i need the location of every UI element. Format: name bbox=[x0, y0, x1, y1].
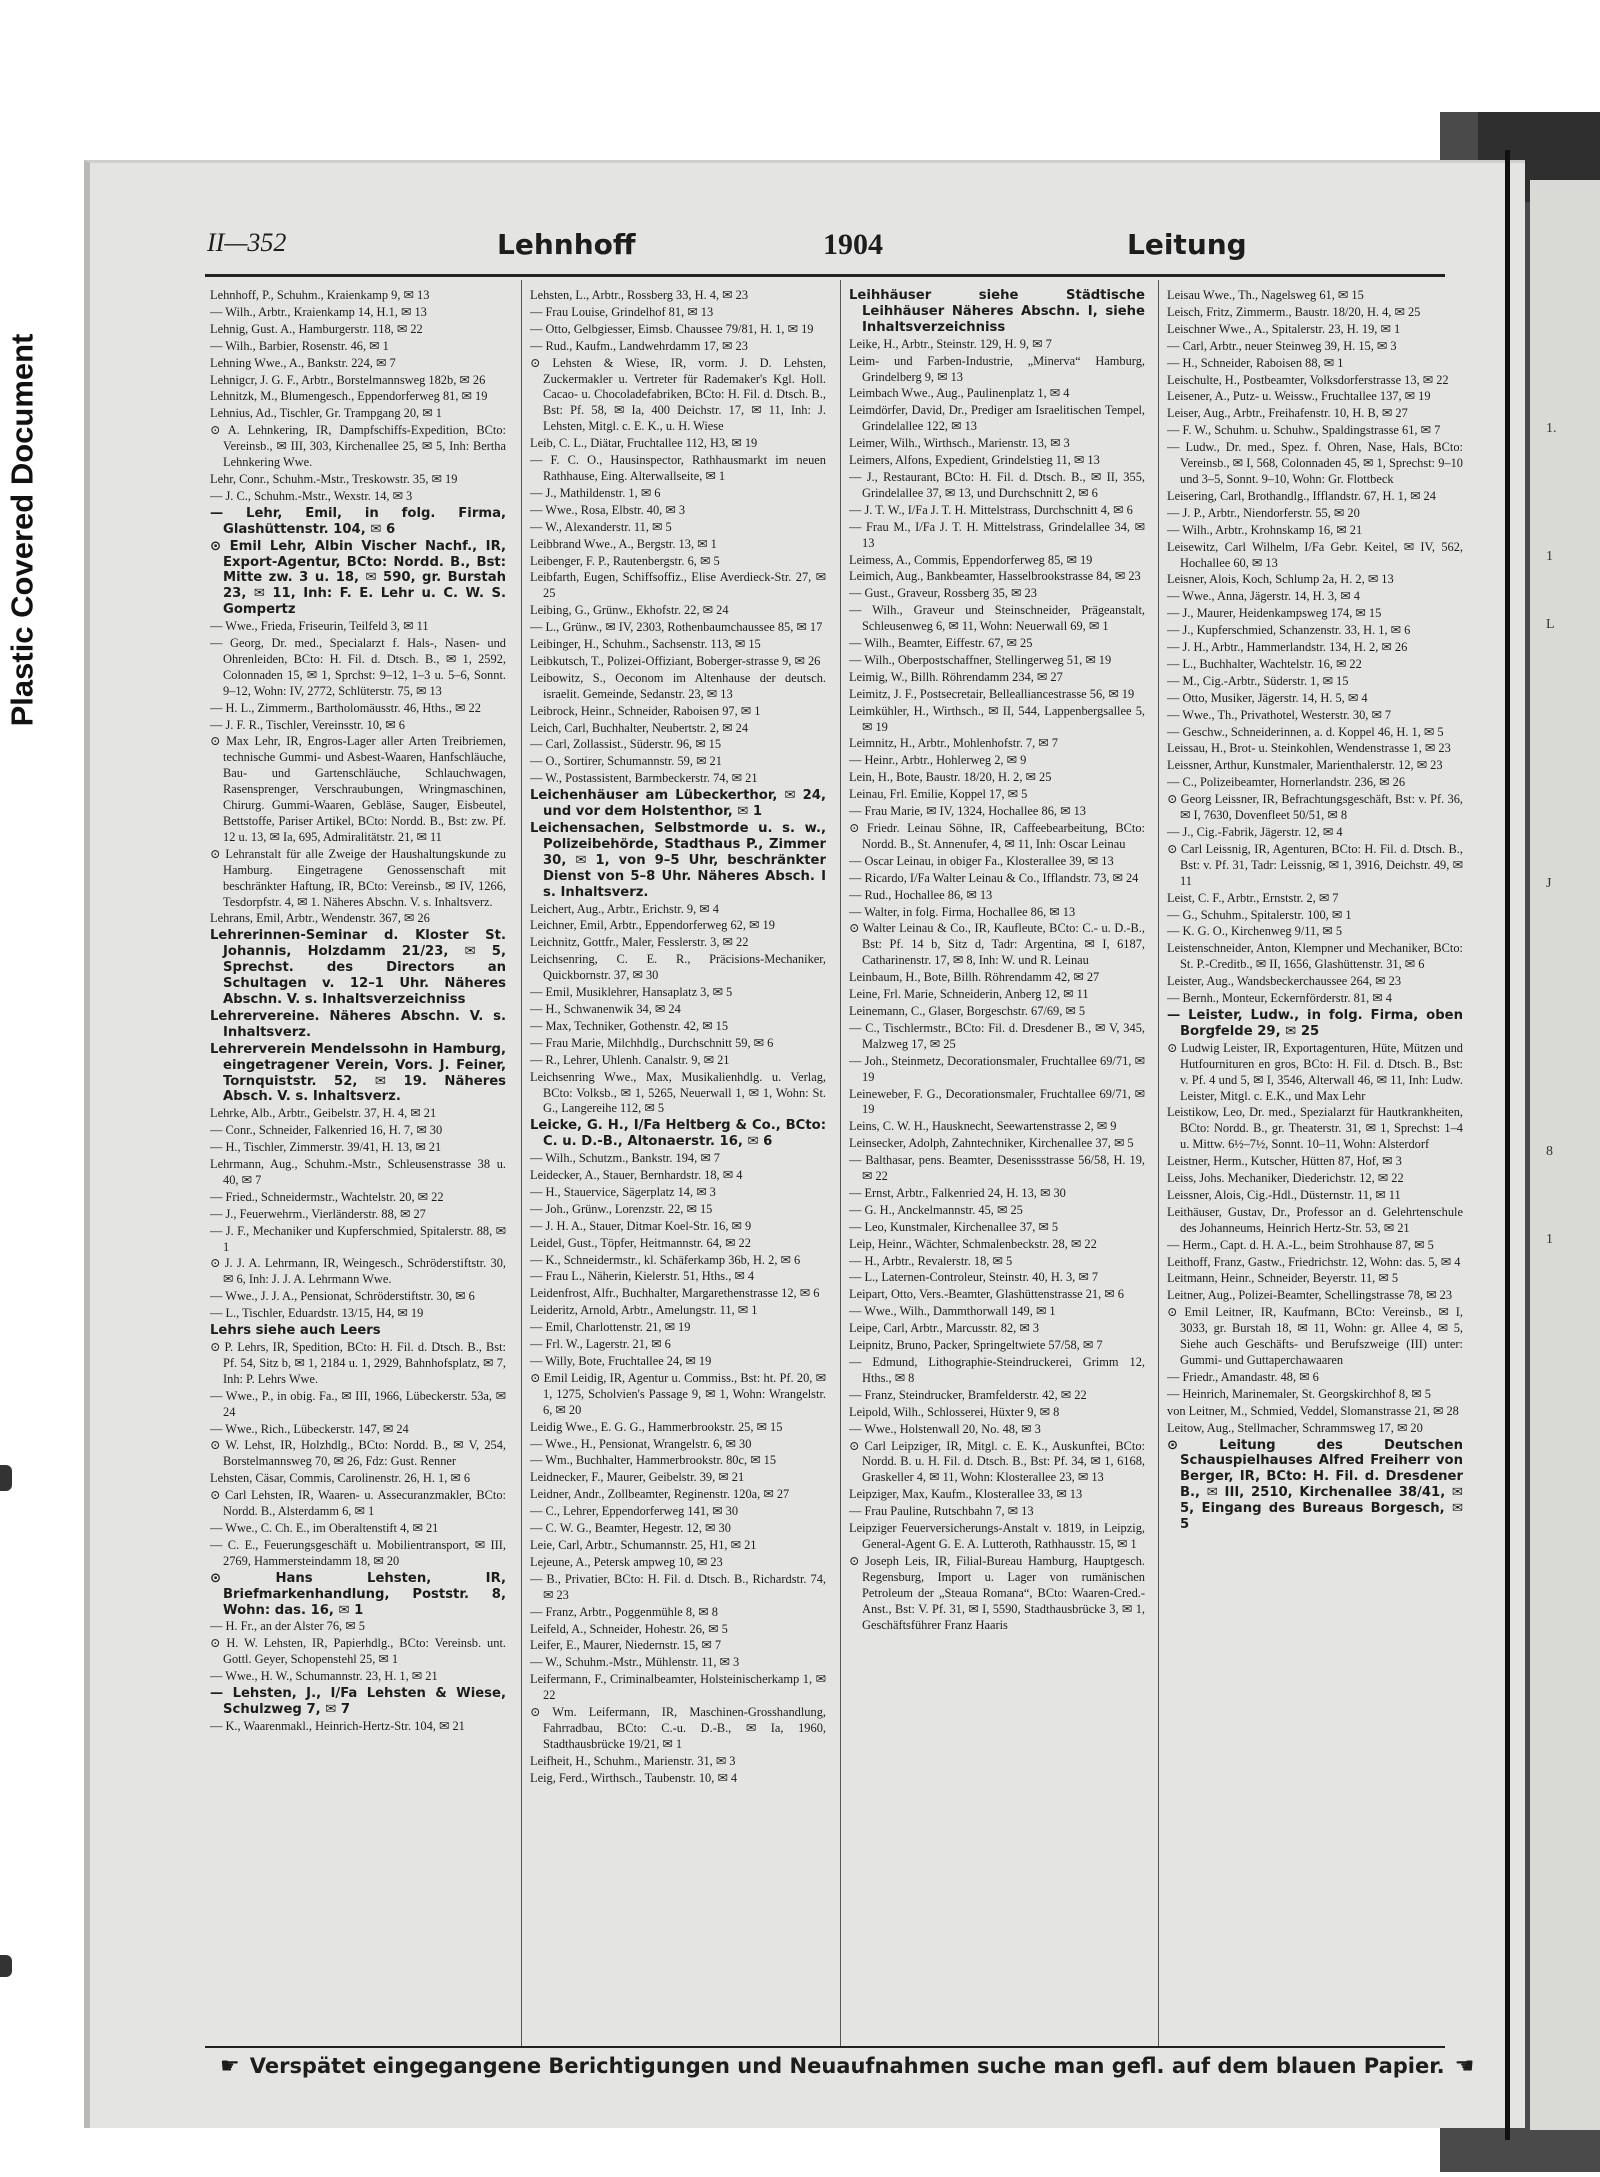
directory-entry: — H. L., Zimmerm., Bartholomäusstr. 46, Hths., ✉ 22 bbox=[210, 700, 481, 715]
directory-entry: — J. H., Arbtr., Hammerlandstr. 134, H. 2, ✉ 26 bbox=[1167, 640, 1408, 655]
directory-entry: — C., Polizeibeamter, Hornerlandstr. 236, ✉ 26 bbox=[1167, 775, 1406, 790]
directory-entry: Leibrock, Heinr., Schneider, Raboisen 97, ✉ 1 bbox=[530, 703, 761, 718]
header-right-word: Leitung bbox=[1127, 228, 1247, 261]
directory-entry: Leicke, G. H., I/Fa Heltberg & Co., BCto: C. u. D.-B., Altonaerstr. 16, ✉ 6 bbox=[530, 1118, 826, 1150]
directory-entry: Leisau Wwe., Th., Nagelsweg 61, ✉ 15 bbox=[1167, 288, 1364, 302]
directory-entry: — Carl, Zollassist., Süderstr. 96, ✉ 15 bbox=[530, 737, 722, 752]
directory-entry: Leidel, Gust., Töpfer, Heitmannstr. 64, ✉ 22 bbox=[530, 1235, 751, 1250]
document-type-text: Plastic Covered Document bbox=[4, 333, 40, 727]
directory-entry: — Wwe., Rich., Lübeckerstr. 147, ✉ 24 bbox=[210, 1421, 409, 1436]
directory-entry: — Frau Marie, Milchhdlg., Durchschnitt 59, ✉ 6 bbox=[530, 1035, 774, 1050]
directory-entry: — Wilh., Schutzm., Bankstr. 194, ✉ 7 bbox=[530, 1151, 721, 1166]
directory-entry: Leipold, Wilh., Schlosserei, Hüxter 9, ✉ 8 bbox=[849, 1404, 1060, 1419]
directory-entry: ⊙ Carl Leissnig, IR, Agenturen, BCto: H. Fil. d. Dtsch. B., Bst: v. Pf. 31, Tadr: Leissnig, ✉ 1, 3916, Deichstr. 49, ✉ 11 bbox=[1167, 841, 1463, 888]
column-divider bbox=[840, 280, 841, 2046]
directory-entry: ⊙ Walter Leinau & Co., IR, Kaufleute, BCto: C.- u. D.-B., Bst: Pf. 14 b, Sitz d, Tadr: Argentina, ✉ I, 6187, Catharinenstr. 17, ✉ 8, Inh: W. und R. Leinau bbox=[849, 921, 1145, 968]
footer-rule bbox=[205, 2046, 1445, 2048]
header-rule bbox=[205, 274, 1445, 277]
directory-entry: — Wwe., Frieda, Friseurin, Teilfeld 3, ✉ 11 bbox=[210, 619, 429, 634]
directory-entry: Leimdörfer, David, Dr., Prediger am Israelitischen Tempel, Grindelallee 122, ✉ 13 bbox=[849, 403, 1145, 434]
directory-entry: Lehsten, Cäsar, Commis, Carolinenstr. 26, H. 1, ✉ 6 bbox=[210, 1471, 471, 1486]
directory-entry: Lehning Wwe., A., Bankstr. 224, ✉ 7 bbox=[210, 355, 396, 370]
directory-entry: Leissau, H., Brot- u. Steinkohlen, Wendenstrasse 1, ✉ 23 bbox=[1167, 741, 1451, 756]
directory-entry: Leinbaum, H., Bote, Billh. Röhrendamm 42, ✉ 27 bbox=[849, 970, 1100, 985]
directory-entry: ⊙ J. J. A. Lehrmann, IR, Weingesch., Schröderstiftstr. 30, ✉ 6, Inh: J. J. A. Lehrmann Wwe. bbox=[210, 1256, 506, 1287]
directory-entry: Leitmann, Heinr., Schneider, Beyerstr. 11, ✉ 5 bbox=[1167, 1271, 1399, 1286]
directory-entry: Leimich, Aug., Bankbeamter, Hasselbrookstrasse 84, ✉ 23 bbox=[849, 569, 1141, 584]
directory-entry: — W., Postassistent, Barmbeckerstr. 74, ✉ 21 bbox=[530, 771, 758, 786]
directory-entry: Leibowitz, S., Oeconom im Altenhause der deutsch. israelit. Gemeinde, Sedanstr. 23, ✉ 13 bbox=[530, 670, 826, 701]
directory-entry: ⊙ Wm. Leifermann, IR, Maschinen-Grosshandlung, Fahrradbau, BCto: C.-u. D.-B., ✉ Ia, 1960, Stadthausbrücke 19/21, ✉ 1 bbox=[530, 1705, 826, 1751]
directory-entry: — Frl. W., Lagerstr. 21, ✉ 6 bbox=[530, 1337, 671, 1352]
directory-entry: Lehr, Conr., Schuhm.-Mstr., Treskowstr. 35, ✉ 19 bbox=[210, 471, 458, 486]
directory-entry: Lehnig, Gust. A., Hamburgerstr. 118, ✉ 22 bbox=[210, 321, 423, 336]
binding-mark bbox=[0, 1955, 12, 1977]
directory-entry: ⊙ Emil Leitner, IR, Kaufmann, BCto: Vereinsb., ✉ I, 3033, gr. Burstah 18, ✉ 11, Wohn: gr. Allee 4, ✉ 5, Siehe auch Geschäfts- und Berufszweige (III) unter: Gummi- und Guttaperchawaaren bbox=[1167, 1305, 1463, 1367]
directory-entry: — Leister, Ludw., in folg. Firma, oben Borgfelde 29, ✉ 25 bbox=[1167, 1007, 1463, 1039]
directory-entry: — J. F. R., Tischler, Vereinsstr. 10, ✉ 6 bbox=[210, 717, 405, 732]
directory-entry: — Ludw., Dr. med., Spez. f. Ohren, Nase, Hals, BCto: Vereinsb., ✉ I, 568, Colonnaden 45, ✉ 1, Sprechst: 9–10 und 3–5, Sonnt. 9–10, Wohn: Gr. Flottbeck bbox=[1167, 440, 1463, 486]
directory-entry: — Ernst, Arbtr., Falkenried 24, H. 13, ✉ 30 bbox=[849, 1185, 1066, 1200]
directory-entry: Leidnecker, F., Maurer, Geibelstr. 39, ✉ 21 bbox=[530, 1470, 745, 1485]
pointing-hand-icon: ☛ bbox=[220, 2054, 240, 2079]
directory-entry: Leinemann, C., Glaser, Borgeschstr. 67/69, ✉ 5 bbox=[849, 1003, 1086, 1018]
directory-entry: — K., Waarenmakl., Heinrich-Hertz-Str. 104, ✉ 21 bbox=[210, 1718, 465, 1733]
directory-entry: Lejeune, A., Petersk ampweg 10, ✉ 23 bbox=[530, 1554, 723, 1569]
footer-note: Verspätet eingegangene Berichtigungen und Neuaufnahmen suche man gefl. auf dem blauen Papier. bbox=[249, 2054, 1445, 2078]
directory-entry: — Heinrich, Marinemaler, St. Georgskirchhof 8, ✉ 5 bbox=[1167, 1386, 1431, 1401]
directory-entry: Leimess, A., Commis, Eppendorferweg 85, ✉ 19 bbox=[849, 552, 1093, 567]
directory-entry: Lehrervereine. Näheres Abschn. V. s. Inhaltsverz. bbox=[210, 1008, 506, 1040]
next-page-fragment: 1 bbox=[1546, 549, 1553, 565]
directory-entry: — M., Cig.-Arbtr., Süderstr. 1, ✉ 15 bbox=[1167, 673, 1349, 688]
directory-entry: — Friedr., Amandastr. 48, ✉ 6 bbox=[1167, 1369, 1319, 1384]
directory-entry: ⊙ Hans Lehsten, IR, Briefmarkenhandlung, Poststr. 8, Wohn: das. 16, ✉ 1 bbox=[210, 1570, 506, 1618]
directory-entry: Lehnhoff, P., Schuhm., Kraienkamp 9, ✉ 13 bbox=[210, 288, 430, 302]
directory-entry: — Lehsten, J., I/Fa Lehsten & Wiese, Schulzweg 7, ✉ 7 bbox=[210, 1686, 506, 1717]
directory-entry: — Wwe., Th., Privathotel, Westerstr. 30, ✉ 7 bbox=[1167, 707, 1392, 722]
directory-entry: — J. C., Schuhm.-Mstr., Wexstr. 14, ✉ 3 bbox=[210, 488, 413, 503]
directory-entry: Leike, H., Arbtr., Steinstr. 129, H. 9, ✉ 7 bbox=[849, 336, 1052, 351]
directory-entry: ⊙ Georg Leissner, IR, Befrachtungsgeschäft, Bst: v. Pf. 36, ✉ I, 7630, Dovenfleet 50/51, ✉ 8 bbox=[1167, 792, 1463, 823]
directory-entry: — Leo, Kunstmaler, Kirchenallee 37, ✉ 5 bbox=[849, 1219, 1059, 1234]
directory-entry: ⊙ Emil Lehr, Albin Vischer Nachf., IR, Export-Agentur, BCto: Nordd. B., Bst: Mitte zw. 3 u. 18, ✉ 590, gr. Burstah 23, ✉ 11, Inh: F. E. Lehr u. C. W. S. Gompertz bbox=[210, 538, 506, 618]
directory-entry: — L., Buchhalter, Wachtelstr. 16, ✉ 22 bbox=[1167, 656, 1362, 671]
directory-entry: — L., Grünw., ✉ IV, 2303, Rothenbaumchaussee 85, ✉ 17 bbox=[530, 620, 823, 635]
directory-entry: ⊙ Carl Lehsten, IR, Waaren- u. Assecuranzmakler, BCto: Nordd. B., Alsterdamm 6, ✉ 1 bbox=[210, 1488, 506, 1519]
directory-entry: Leitner, Aug., Polizei-Beamter, Schellingstrasse 78, ✉ 23 bbox=[1167, 1288, 1453, 1303]
directory-entry: — H., Stauervice, Sägerplatz 14, ✉ 3 bbox=[530, 1184, 716, 1199]
column-divider bbox=[521, 280, 522, 2046]
directory-entry: — Wilh., Graveur und Steinschneider, Prägeanstalt, Schleusenweg 6, ✉ 11, Wohn: Neuerwall 69, ✉ 1 bbox=[849, 603, 1145, 634]
directory-entry: — Wm., Buchhalter, Hammerbrookstr. 80c, ✉ 15 bbox=[530, 1453, 777, 1468]
directory-entry: Leibfarth, Eugen, Schiffsoffiz., Elise Averdieck-Str. 27, ✉ 25 bbox=[530, 570, 826, 601]
directory-entry: Leibenger, F. P., Rautenbergstr. 6, ✉ 5 bbox=[530, 553, 720, 568]
directory-entry: — Emil, Charlottenstr. 21, ✉ 19 bbox=[530, 1320, 691, 1335]
directory-entry: Leibing, G., Grünw., Ekhofstr. 22, ✉ 24 bbox=[530, 603, 729, 618]
directory-entry: — Frau M., I/Fa J. T. H. Mittelstrass, Grindelallee 34, ✉ 13 bbox=[849, 519, 1145, 550]
directory-entry: Leins, C. W. H., Hausknecht, Seewartenstrasse 2, ✉ 9 bbox=[849, 1119, 1117, 1134]
directory-entry: Lehrans, Emil, Arbtr., Wendenstr. 367, ✉ 26 bbox=[210, 911, 430, 926]
directory-entry: Leine, Frl. Marie, Schneiderin, Anberg 12, ✉ 11 bbox=[849, 987, 1089, 1002]
directory-entry: Leipziger Feuerversicherungs-Anstalt v. 1819, in Leipzig, General-Agent G. E. A. Lutteroth, Rathhausstr. 15, ✉ 1 bbox=[849, 1521, 1145, 1551]
directory-entry: von Leitner, M., Schmied, Veddel, Slomanstrasse 21, ✉ 28 bbox=[1167, 1403, 1459, 1418]
directory-entry: Lehrke, Alb., Arbtr., Geibelstr. 37, H. 4, ✉ 21 bbox=[210, 1106, 437, 1121]
directory-entry: Leichensachen, Selbstmorde u. s. w., Polizeibehörde, Stadthaus P., Zimmer 30, ✉ 1, von 9–5 Uhr, beschränkter Dienst von 5–8 Uhr. Näheres Absch. I s. Inhaltsverz. bbox=[530, 821, 826, 900]
directory-entry: Lehrs siehe auch Leers bbox=[210, 1323, 381, 1339]
directory-entry: Leisener, A., Putz- u. Weissw., Fruchtallee 137, ✉ 19 bbox=[1167, 389, 1431, 404]
directory-entry: ⊙ Lehranstalt für alle Zweige der Haushaltungskunde zu Hamburg. Eingetragene Genossenschaft mit beschränkter Haftung, IR, BCto: Vereinsb., ✉ IV, 1266, Tesdorpfstr. 4, ✉ 1. Näheres Abschn. V. s. Inhaltsverz. bbox=[210, 846, 506, 909]
directory-entry: Leimkühler, H., Wirthsch., ✉ II, 544, Lappenbergsallee 5, ✉ 19 bbox=[849, 703, 1145, 734]
directory-entry: Leisner, Alois, Koch, Schlump 2a, H. 2, ✉ 13 bbox=[1167, 572, 1394, 587]
directory-entry: ⊙ W. Lehst, IR, Holzhdlg., BCto: Nordd. B., ✉ V, 254, Borstelmannsweg 70, ✉ 26, Fdz: Gust. Renner bbox=[210, 1438, 506, 1469]
directory-entry: — Georg, Dr. med., Specialarzt f. Hals-, Nasen- und Ohrenleiden, BCto: H. Fil. d. Dtsch. B., ✉ 1, 2592, Colonnaden 15, ✉ 1, Sprchst: 9–12, 1–3 u. 5–6, Sonnt. 9–12, Wohn: IV, 2772, Schlüterstr. 75, ✉ 13 bbox=[210, 636, 506, 698]
directory-entry: ⊙ Leitung des Deutschen Schauspielhauses Alfred Freiherr von Berger, IR, BCto: H. Fil. d. Dresdener B., ✉ III, 2510, Kirchenallee 38/41, ✉ 5, Eingang des Bureaus Borgesch, ✉ 5 bbox=[1167, 1437, 1463, 1533]
directory-entry: Lehnitzk, M., Blumengesch., Eppendorferweg 81, ✉ 19 bbox=[210, 389, 488, 404]
pointing-hand-icon: ☚ bbox=[1454, 2054, 1475, 2079]
directory-entry: — Conr., Schneider, Falkenried 16, H. 7, ✉ 30 bbox=[210, 1123, 443, 1138]
directory-entry: — Rud., Hochallee 86, ✉ 13 bbox=[849, 887, 993, 902]
directory-entry: Lein, H., Bote, Baustr. 18/20, H. 2, ✉ 25 bbox=[849, 770, 1052, 785]
directory-entry: — Gust., Graveur, Rossberg 35, ✉ 23 bbox=[849, 586, 1037, 601]
directory-entry: — H., Arbtr., Revalerstr. 18, ✉ 5 bbox=[849, 1253, 1013, 1268]
directory-entry: Leidner, Andr., Zollbeamter, Reginenstr. 120a, ✉ 27 bbox=[530, 1487, 790, 1502]
directory-entry: — Otto, Gelbgiesser, Eimsb. Chaussee 79/81, H. 1, ✉ 19 bbox=[530, 321, 814, 336]
next-page-edge bbox=[1530, 180, 1600, 2130]
directory-entry: — R., Lehrer, Uhlenh. Canalstr. 9, ✉ 21 bbox=[530, 1052, 730, 1067]
header-year: 1904 bbox=[823, 228, 883, 261]
directory-entry: Leimnitz, H., Arbtr., Mohlenhofstr. 7, ✉ 7 bbox=[849, 736, 1058, 751]
directory-entry: — H. Fr., an der Alster 76, ✉ 5 bbox=[210, 1619, 365, 1634]
directory-entry: Leichnitz, Gottfr., Maler, Fesslerstr. 3, ✉ 22 bbox=[530, 935, 749, 950]
directory-entry: — Oscar Leinau, in obiger Fa., Klosterallee 39, ✉ 13 bbox=[849, 853, 1114, 868]
directory-entry: Leisch, Fritz, Zimmerm., Baustr. 18/20, H. 4, ✉ 25 bbox=[1167, 304, 1421, 319]
directory-entry: Leideritz, Arnold, Arbtr., Amelungstr. 11, ✉ 1 bbox=[530, 1303, 758, 1318]
directory-entry: — Wwe., J. J. A., Pensionat, Schröderstiftstr. 30, ✉ 6 bbox=[210, 1289, 475, 1304]
directory-entry: Leidecker, A., Stauer, Bernhardstr. 18, ✉ 4 bbox=[530, 1168, 743, 1183]
directory-entry: — Willy, Bote, Fruchtallee 24, ✉ 19 bbox=[530, 1354, 712, 1368]
directory-entry: — Balthasar, pens. Beamter, Desenissstrasse 56/58, H. 19, ✉ 22 bbox=[849, 1153, 1145, 1184]
directory-column-2 bbox=[530, 288, 826, 2038]
directory-entry: — L., Tischler, Eduardstr. 13/15, H4, ✉ 19 bbox=[210, 1306, 424, 1321]
directory-entry: Leichsenring Wwe., Max, Musikalienhdlg. u. Verlag, BCto: Volksb., ✉ 1, 5265, Neuerwall 1, ✉ 1, Wohn: St. G., Langereihe 112, ✉ 5 bbox=[530, 1069, 826, 1116]
directory-entry: — C. W. G., Beamter, Hegestr. 12, ✉ 30 bbox=[530, 1521, 731, 1536]
directory-entry: Leifheit, H., Schuhm., Marienstr. 31, ✉ 3 bbox=[530, 1753, 736, 1768]
directory-entry: — Carl, Arbtr., neuer Steinweg 39, H. 15, ✉ 3 bbox=[1167, 338, 1397, 353]
directory-entry: — Bernh., Monteur, Eckernförderstr. 81, ✉ 4 bbox=[1167, 991, 1392, 1006]
directory-entry: — H., Schneider, Raboisen 88, ✉ 1 bbox=[1167, 355, 1344, 370]
directory-entry: — F. W., Schuhm. u. Schuhw., Spaldingstrasse 61, ✉ 7 bbox=[1167, 423, 1441, 438]
directory-entry: Leitow, Aug., Stellmacher, Schrammsweg 17, ✉ 20 bbox=[1167, 1420, 1423, 1435]
directory-entry: — G. H., Anckelmannstr. 45, ✉ 25 bbox=[849, 1202, 1023, 1217]
directory-entry: ⊙ Carl Leipziger, IR, Mitgl. c. E. K., Auskunftei, BCto: Nordd. B. u. H. Fil. d. Dtsch. B., Bst: Pf. 34, ✉ 1, 6168, Graskeller 4, ✉ 11, Wohn: Klosterallee 23, ✉ 13 bbox=[849, 1438, 1145, 1485]
directory-entry: — J., Restaurant, BCto: H. Fil. d. Dtsch. B., ✉ II, 355, Grindelallee 37, ✉ 13, und Durchschnitt 2, ✉ 6 bbox=[849, 469, 1145, 500]
directory-entry: — Walter, in folg. Firma, Hochallee 86, ✉ 13 bbox=[849, 904, 1076, 919]
directory-entry: — O., Sortirer, Schumannstr. 59, ✉ 21 bbox=[530, 754, 722, 769]
directory-entry: — Joh., Steinmetz, Decorationsmaler, Fruchtallee 69/71, ✉ 19 bbox=[849, 1053, 1145, 1084]
directory-entry: — W., Alexanderstr. 11, ✉ 5 bbox=[530, 519, 672, 534]
directory-entry: Leib, C. L., Diätar, Fruchtallee 112, H3, ✉ 19 bbox=[530, 436, 758, 451]
next-page-fragment: 1 bbox=[1546, 1231, 1553, 1247]
directory-entry: Leibbrand Wwe., A., Bergstr. 13, ✉ 1 bbox=[530, 536, 717, 551]
directory-entry: Leifeld, A., Schneider, Hohestr. 26, ✉ 5 bbox=[530, 1621, 728, 1636]
directory-entry: — B., Privatier, BCto: H. Fil. d. Dtsch. B., Richardstr. 74, ✉ 23 bbox=[530, 1571, 826, 1602]
directory-entry: Leistikow, Leo, Dr. med., Spezialarzt für Hautkrankheiten, BCto: Nordd. B., gr. Theaterstr. 31, ✉ 1, Sprechst: 1–4 u. Mittw. 6½–7½, Sonnt. 10–11, Wohn: Alsterdorf bbox=[1167, 1105, 1463, 1152]
directory-entry: — Heinr., Arbtr., Hohlerweg 2, ✉ 9 bbox=[849, 753, 1027, 768]
directory-entry: Leimers, Alfons, Expedient, Grindelstieg 11, ✉ 13 bbox=[849, 453, 1100, 468]
directory-entry: — C. E., Feuerungsgeschäft u. Mobilientransport, ✉ III, 2769, Hammersteindamm 18, ✉ 20 bbox=[210, 1537, 506, 1568]
directory-entry: — J., Kupferschmied, Schanzenstr. 33, H. 1, ✉ 6 bbox=[1167, 623, 1411, 638]
directory-entry: — H., Tischler, Zimmerstr. 39/41, H. 13, ✉ 21 bbox=[210, 1140, 442, 1155]
directory-entry: — Frau Louise, Grindelhof 81, ✉ 13 bbox=[530, 304, 714, 319]
directory-entry: Leisering, Carl, Brothandlg., Ifflandstr. 67, H. 1, ✉ 24 bbox=[1167, 488, 1436, 503]
directory-entry: Leihhäuser siehe Städtische Leihhäuser Näheres Abschn. I, siehe Inhaltsverzeichniss bbox=[849, 288, 1145, 335]
directory-entry: Leifermann, F., Criminalbeamter, Holsteinischerkamp 1, ✉ 22 bbox=[530, 1672, 826, 1703]
directory-entry: Leichert, Aug., Arbtr., Erichstr. 9, ✉ 4 bbox=[530, 901, 719, 916]
directory-entry: — Wwe., P., in obig. Fa., ✉ III, 1966, Lübeckerstr. 53a, ✉ 24 bbox=[210, 1388, 506, 1419]
directory-entry: Leidenfrost, Alfr., Buchhalter, Margarethenstrasse 12, ✉ 6 bbox=[530, 1286, 820, 1301]
directory-entry: — Geschw., Schneiderinnen, a. d. Koppel 46, H. 1, ✉ 5 bbox=[1167, 724, 1444, 739]
directory-entry: — J. P., Arbtr., Niendorferstr. 55, ✉ 20 bbox=[1167, 505, 1360, 520]
binding-mark bbox=[0, 1465, 12, 1491]
directory-entry: Leimig, W., Billh. Röhrendamm 234, ✉ 27 bbox=[849, 669, 1063, 684]
directory-entry: — Max, Techniker, Gothenstr. 42, ✉ 15 bbox=[530, 1018, 729, 1033]
directory-entry: Lehnigcr, J. G. F., Arbtr., Borstelmannsweg 182b, ✉ 26 bbox=[210, 372, 486, 387]
directory-entry: — J. T. W., I/Fa J. T. H. Mittelstrass, Durchschnitt 4, ✉ 6 bbox=[849, 502, 1133, 517]
directory-entry: Leistner, Herm., Kutscher, Hütten 87, Hof, ✉ 3 bbox=[1167, 1154, 1402, 1169]
directory-column-1 bbox=[210, 288, 506, 2038]
page-footer bbox=[210, 2054, 1475, 2090]
directory-entry: Leister, Aug., Wandsbeckerchaussee 264, ✉ 23 bbox=[1167, 974, 1402, 989]
page-header bbox=[207, 228, 1437, 268]
directory-entry: — Wilh., Arbtr., Krohnskamp 16, ✉ 21 bbox=[1167, 522, 1363, 537]
directory-entry: Leistenschneider, Anton, Klempner und Mechaniker, BCto: St. P.-Creditb., ✉ II, 1656, Glashüttenstr. 31, ✉ 6 bbox=[1167, 941, 1463, 972]
directory-entry: — Wwe., Rosa, Elbstr. 40, ✉ 3 bbox=[530, 502, 686, 517]
directory-entry: Leichsenring, C. E. R., Präcisions-Mechaniker, Quickbornstr. 37, ✉ 30 bbox=[530, 952, 826, 983]
directory-entry: Leissner, Arthur, Kunstmaler, Marienthalerstr. 12, ✉ 23 bbox=[1167, 758, 1443, 773]
directory-entry: — J., Cig.-Fabrik, Jägerstr. 12, ✉ 4 bbox=[1167, 825, 1343, 839]
directory-entry: — Otto, Musiker, Jägerstr. 14, H. 5, ✉ 4 bbox=[1167, 690, 1368, 705]
directory-column-3 bbox=[849, 288, 1145, 2038]
directory-column-4 bbox=[1167, 288, 1463, 2038]
directory-entry: — Wilh., Oberpostschaffner, Stellingerweg 51, ✉ 19 bbox=[849, 652, 1112, 667]
directory-entry: ⊙ Joseph Leis, IR, Filial-Bureau Hamburg, Hauptgesch. Regensburg, Import u. Lager von rumänischen Petroleum der „Steaua Romana“, BCto: Waaren-Cred.-Anst., Bst: V. Pf. 31, ✉ I, 5590, Stadthausbrücke 3, ✉ 1, Geschäftsführer Franz Haaris bbox=[849, 1553, 1145, 1632]
directory-entry: Leinsecker, Adolph, Zahntechniker, Kirchenallee 37, ✉ 5 bbox=[849, 1136, 1134, 1151]
directory-entry: ⊙ P. Lehrs, IR, Spedition, BCto: H. Fil. d. Dtsch. B., Bst: Pf. 54, Sitz b, ✉ 1, 2184 u. 1, 2929, Bahnhofsplatz, ✉ 7, Inh: P. Lehrs Wwe. bbox=[210, 1340, 506, 1386]
header-left-word: Lehnhoff bbox=[497, 228, 636, 261]
directory-entry: Leipnitz, Bruno, Packer, Springeltwiete 57/58, ✉ 7 bbox=[849, 1338, 1103, 1353]
directory-entry: Leip, Heinr., Wächter, Schmalenbeckstr. 28, ✉ 22 bbox=[849, 1236, 1097, 1251]
directory-entry: — Franz, Arbtr., Poggenmühle 8, ✉ 8 bbox=[530, 1604, 718, 1619]
directory-entry: — Wwe., Wilh., Dammthorwall 149, ✉ 1 bbox=[849, 1304, 1056, 1319]
directory-entry: Leie, Carl, Arbtr., Schumannstr. 25, H1, ✉ 21 bbox=[530, 1537, 757, 1552]
directory-entry: — Wilh., Arbtr., Kraienkamp 14, H.1, ✉ 13 bbox=[210, 304, 427, 319]
directory-entry: — Emil, Musiklehrer, Hansaplatz 3, ✉ 5 bbox=[530, 985, 733, 1000]
directory-entry: — J., Maurer, Heidenkampsweg 174, ✉ 15 bbox=[1167, 606, 1382, 621]
directory-entry: ⊙ H. W. Lehsten, IR, Papierhdlg., BCto: Vereinsb. unt. Gottl. Geyer, Schopenstehl 25, ✉ 1 bbox=[210, 1636, 506, 1667]
directory-entry: Leiss, Johs. Mechaniker, Diederichstr. 12, ✉ 22 bbox=[1167, 1171, 1404, 1186]
column-divider bbox=[1158, 280, 1159, 2046]
directory-entry: — K., Schneidermstr., kl. Schäferkamp 36b, H. 2, ✉ 6 bbox=[530, 1252, 801, 1267]
directory-entry: Leibinger, H., Schuhm., Sachsenstr. 113, ✉ 15 bbox=[530, 637, 761, 652]
directory-entry: Leipart, Otto, Vers.-Beamter, Glashüttenstrasse 21, ✉ 6 bbox=[849, 1287, 1124, 1302]
document-type-label bbox=[0, 260, 44, 800]
directory-entry: Leim- und Farben-Industrie, „Minerva“ Hamburg, Grindelberg 9, ✉ 13 bbox=[849, 353, 1145, 384]
directory-entry: — K. G. O., Kirchenweg 9/11, ✉ 5 bbox=[1167, 924, 1343, 939]
directory-entry: — G., Schuhm., Spitalerstr. 100, ✉ 1 bbox=[1167, 907, 1352, 922]
directory-entry: — Lehr, Emil, in folg. Firma, Glashüttenstr. 104, ✉ 6 bbox=[210, 505, 506, 537]
directory-entry: Leithäuser, Gustav, Dr., Professor an d. Gelehrtenschule des Johanneums, Heinrich Hertz-Str. 53, ✉ 21 bbox=[1167, 1204, 1463, 1235]
directory-entry: Leich, Carl, Buchhalter, Neubertstr. 2, ✉ 24 bbox=[530, 720, 749, 735]
directory-entry: — Fried., Schneidermstr., Wachtelstr. 20, ✉ 22 bbox=[210, 1189, 444, 1204]
directory-entry: ⊙ Friedr. Leinau Söhne, IR, Caffeebearbeitung, BCto: Nordd. B., St. Annenufer, 4, ✉ 11, Inh: Oscar Leinau bbox=[849, 821, 1145, 851]
directory-entry: — Franz, Steindrucker, Bramfelderstr. 42, ✉ 22 bbox=[849, 1387, 1087, 1402]
directory-entry: — C., Lehrer, Eppendorferweg 141, ✉ 30 bbox=[530, 1504, 739, 1519]
directory-entry: — Wwe., Anna, Jägerstr. 14, H. 3, ✉ 4 bbox=[1167, 589, 1360, 604]
directory-entry: — Edmund, Lithographie-Steindruckerei, Grimm 12, Hths., ✉ 8 bbox=[849, 1355, 1145, 1385]
directory-entry: Leimbach Wwe., Aug., Paulinenplatz 1, ✉ 4 bbox=[849, 386, 1070, 401]
directory-entry: — Frau Marie, ✉ IV, 1324, Hochallee 86, ✉ 13 bbox=[849, 804, 1086, 819]
directory-entry: Leithoff, Franz, Gastw., Friedrichstr. 12, Wohn: das. 5, ✉ 4 bbox=[1167, 1254, 1461, 1269]
directory-entry: Leissner, Alois, Cig.-Hdl., Düsternstr. 11, ✉ 11 bbox=[1167, 1187, 1401, 1202]
directory-entry: Lehnius, Ad., Tischler, Gr. Trampgang 20, ✉ 1 bbox=[210, 406, 442, 421]
page-spine bbox=[1505, 150, 1510, 2140]
directory-entry: ⊙ A. Lehnkering, IR, Dampfschiffs-Expedition, BCto: Vereinsb., ✉ III, 303, Kirchenallee 25, ✉ 5, Inh: Bertha Lehnkering Wwe. bbox=[210, 423, 506, 470]
directory-entry: Leineweber, F. G., Decorationsmaler, Fruchtallee 69/71, ✉ 19 bbox=[849, 1086, 1145, 1117]
directory-entry: — Herm., Capt. d. H. A.-L., beim Strohhause 87, ✉ 5 bbox=[1167, 1237, 1434, 1252]
directory-entry: Leichner, Emil, Arbtr., Eppendorferweg 62, ✉ 19 bbox=[530, 918, 775, 933]
directory-entry: Leig, Ferd., Wirthsch., Taubenstr. 10, ✉ 4 bbox=[530, 1770, 738, 1785]
directory-entry: ⊙ Emil Leidig, IR, Agentur u. Commiss., Bst: ht. Pf. 20, ✉ 1, 1275, Scholvien's Passage 9, ✉ 1, Wohn: Wrangelstr. 6, ✉ 20 bbox=[530, 1370, 826, 1417]
directory-entry: Lehrerverein Mendelssohn in Hamburg, eingetragener Verein, Vors. J. Feiner, Tornquiststr. 52, ✉ 19. Näheres Absch. V. s. Inhaltsverz. bbox=[210, 1041, 506, 1105]
directory-entry: — Frau Pauline, Rutschbahn 7, ✉ 13 bbox=[849, 1504, 1034, 1519]
directory-entry: — Wilh., Beamter, Eiffestr. 67, ✉ 25 bbox=[849, 636, 1033, 651]
directory-entry: — Wwe., H. W., Schumannstr. 23, H. 1, ✉ 21 bbox=[210, 1669, 438, 1684]
directory-entry: ⊙ Max Lehr, IR, Engros-Lager aller Arten Treibriemen, technische Gummi- und Asbest-Waaren, Hanfschläuche, Bau- und Gartenschläuche, Schlauchwagen, Rasensprenger, Verschraubungen, Wringmaschinen, Chirurg. Gummi-Waaren, Gebläse, Sauger, Eisbeutel, Bettstoffe, Pariser Artikel, BCto: Nordd. B., Bst: zw. Pf. 12 u. 13, ✉ Ia, 695, Admiralitätstr. 21, ✉ 11 bbox=[210, 734, 506, 844]
directory-entry: Leipziger, Max, Kaufm., Klosterallee 33, ✉ 13 bbox=[849, 1487, 1083, 1502]
directory-entry: Leichenhäuser am Lübeckerthor, ✉ 24, und vor dem Holstenthor, ✉ 1 bbox=[530, 788, 826, 820]
directory-entry: — F. C. O., Hausinspector, Rathhausmarkt im neuen Rathhause, Eing. Alterwallseite, ✉ 1 bbox=[530, 453, 826, 483]
directory-entry: — Ricardo, I/Fa Walter Leinau & Co., Ifflandstr. 73, ✉ 24 bbox=[849, 870, 1139, 885]
directory-entry: — W., Schuhm.-Mstr., Mühlenstr. 11, ✉ 3 bbox=[530, 1655, 740, 1670]
directory-entry: Leimitz, J. F., Postsecretair, Bellealliancestrasse 56, ✉ 19 bbox=[849, 686, 1135, 701]
directory-entry: Leischner Wwe., A., Spitalerstr. 23, H. 19, ✉ 1 bbox=[1167, 321, 1401, 336]
directory-entry: — J., Mathildenstr. 1, ✉ 6 bbox=[530, 485, 661, 500]
directory-entry: Leist, C. F., Arbtr., Ernststr. 2, ✉ 7 bbox=[1167, 890, 1339, 905]
directory-entry: Leidig Wwe., E. G. G., Hammerbrookstr. 25, ✉ 15 bbox=[530, 1419, 783, 1434]
directory-entry: Leimer, Wilh., Wirthsch., Marienstr. 13, ✉ 3 bbox=[849, 436, 1070, 451]
directory-entry: — Wwe., Holstenwall 20, No. 48, ✉ 3 bbox=[849, 1421, 1041, 1436]
directory-entry: — H., Schwanenwik 34, ✉ 24 bbox=[530, 1001, 681, 1016]
directory-entry: — C., Tischlermstr., BCto: Fil. d. Dresdener B., ✉ V, 345, Malzweg 17, ✉ 25 bbox=[849, 1020, 1145, 1051]
directory-entry: — Wilh., Barbier, Rosenstr. 46, ✉ 1 bbox=[210, 338, 389, 353]
directory-entry: — Frau L., Näherin, Kielerstr. 51, Hths., ✉ 4 bbox=[530, 1269, 755, 1284]
next-page-fragment: 1. bbox=[1546, 421, 1557, 436]
directory-entry: Leinau, Frl. Emilie, Koppel 17, ✉ 5 bbox=[849, 787, 1028, 802]
directory-entry: Lehrerinnen-Seminar d. Kloster St. Johannis, Holzdamm 21/23, ✉ 5, Sprechst. des Directors an Schultagen v. 12–1 Uhr. Näheres Abschn. V. s. Inhaltsverzeichniss bbox=[210, 928, 506, 1007]
directory-entry: Leiser, Aug., Arbtr., Freihafenstr. 10, H. B, ✉ 27 bbox=[1167, 406, 1408, 421]
directory-entry: — Joh., Grünw., Lorenzstr. 22, ✉ 15 bbox=[530, 1201, 713, 1216]
directory-entry: Leisewitz, Carl Wilhelm, I/Fa Gebr. Keitel, ✉ IV, 562, Hochallee 60, ✉ 13 bbox=[1167, 539, 1463, 570]
next-page-fragment: J bbox=[1546, 875, 1552, 891]
directory-entry: Lehsten, L., Arbtr., Rossberg 33, H. 4, ✉ 23 bbox=[530, 288, 749, 302]
next-page-fragment: 8 bbox=[1546, 1143, 1553, 1159]
directory-entry: Leipe, Carl, Arbtr., Marcusstr. 82, ✉ 3 bbox=[849, 1321, 1040, 1336]
directory-entry: — L., Laternen-Controleur, Steinstr. 40, H. 3, ✉ 7 bbox=[849, 1270, 1099, 1285]
directory-entry: Leischulte, H., Postbeamter, Volksdorferstrasse 13, ✉ 22 bbox=[1167, 372, 1449, 387]
directory-entry: — J. H. A., Stauer, Ditmar Koel-Str. 16, ✉ 9 bbox=[530, 1218, 752, 1233]
directory-entry: ⊙ Ludwig Leister, IR, Exportagenturen, Hüte, Mützen und Hutfournituren en gros, BCto: H. Fil. d. Dtsch. B., Bst: v. Pf. 4 und 5, ✉ I, 3546, Alterwall 46, ✉ 11, Inh: Ludw. Leister, Mitgl. c. E.K., und Max Lehr bbox=[1167, 1040, 1463, 1103]
directory-entry: — J. F., Mechaniker und Kupferschmied, Spitalerstr. 88, ✉ 1 bbox=[210, 1223, 506, 1254]
directory-entry: Lehrmann, Aug., Schuhm.-Mstr., Schleusenstrasse 38 u. 40, ✉ 7 bbox=[210, 1157, 506, 1187]
directory-entry: ⊙ Lehsten & Wiese, IR, vorm. J. D. Lehsten, Zuckermakler u. Vertreter für Rademaker's Kgl. Holl. Cacao- u. Chocoladefabriken, BCto: H. Fil. d. Dtsch. B., Bst: Pf. 58, ✉ Ia, 400 Deichstr. 17, ✉ 11, Inh: J. Lehsten, Mitgl. c. E. K., u. H. Wiese bbox=[530, 355, 826, 434]
directory-entry: — Wwe., H., Pensionat, Wrangelstr. 6, ✉ 30 bbox=[530, 1436, 752, 1451]
directory-entry: — J., Feuerwehrm., Vierländerstr. 88, ✉ 27 bbox=[210, 1206, 426, 1221]
directory-entry: Leibkutsch, T., Polizei-Offiziant, Boberger-strasse 9, ✉ 26 bbox=[530, 653, 821, 668]
page-number: II—352 bbox=[207, 228, 287, 257]
directory-entry: — Rud., Kaufm., Landwehrdamm 17, ✉ 23 bbox=[530, 338, 748, 353]
directory-entry: — Wwe., C. Ch. E., im Oberaltenstift 4, ✉ 21 bbox=[210, 1520, 439, 1535]
directory-entry: Leifer, E., Maurer, Niedernstr. 15, ✉ 7 bbox=[530, 1638, 722, 1653]
next-page-fragment: L bbox=[1546, 617, 1555, 633]
